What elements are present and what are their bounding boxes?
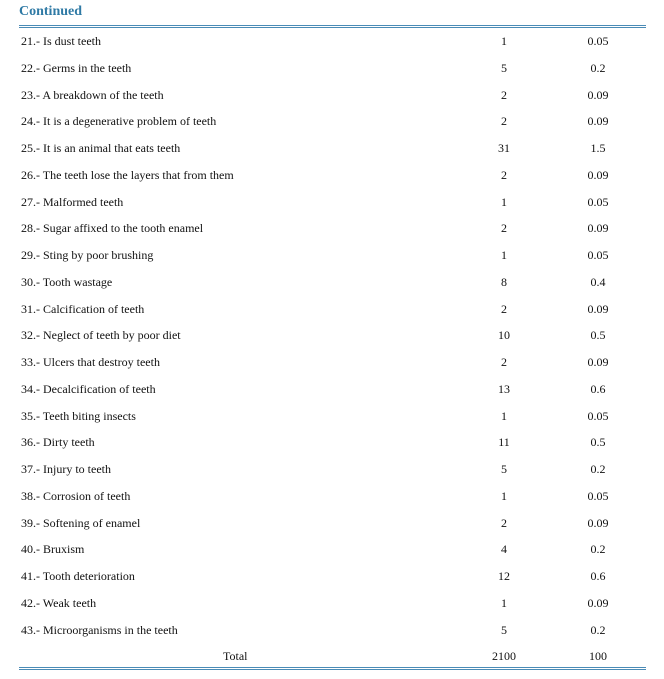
row-count: 2: [501, 515, 507, 530]
row-count: 2: [501, 355, 507, 369]
row-percent: 1.5: [590, 141, 606, 155]
table-row: [19, 54, 646, 81]
table-row: [19, 562, 646, 589]
row-percent: 0.05: [587, 408, 609, 423]
data-table: [19, 27, 646, 669]
table-row: [19, 428, 646, 455]
row-count: 1: [501, 34, 507, 48]
row-percent: 0.6: [590, 381, 606, 396]
row-count: 12: [498, 569, 510, 583]
table-row: [19, 482, 646, 509]
table-row: [19, 27, 646, 54]
row-label: 37.- Injury to teeth: [21, 462, 111, 476]
row-percent: 0.05: [587, 34, 609, 48]
row-percent: 0.4: [590, 274, 606, 289]
row-percent: 0.09: [587, 301, 609, 316]
row-percent: 0.09: [587, 114, 609, 129]
table-row: [19, 375, 646, 402]
table-row: [19, 535, 646, 562]
row-label: 23.- A breakdown of the teeth: [21, 87, 164, 102]
table-row: [19, 509, 646, 536]
row-label: 36.- Dirty teeth: [21, 435, 95, 450]
row-count: 10: [498, 328, 510, 343]
row-percent: 0.5: [590, 435, 606, 450]
table-row: [19, 161, 646, 188]
row-count: 2: [501, 87, 507, 102]
total-label: Total: [223, 649, 248, 664]
row-percent: 0.2: [590, 622, 606, 637]
row-label: 41.- Tooth deterioration: [21, 569, 135, 583]
row-percent: 0.6: [590, 569, 606, 583]
row-percent: 0.05: [587, 194, 609, 209]
row-count: 31: [498, 141, 510, 155]
row-label: 21.- Is dust teeth: [21, 34, 101, 48]
row-count: 1: [501, 408, 507, 423]
table-row: [19, 455, 646, 482]
row-percent: 0.09: [587, 595, 609, 610]
row-label: 39.- Softening of enamel: [21, 515, 141, 530]
row-label: 29.- Sting by poor brushing: [21, 248, 154, 262]
row-label: 26.- The teeth lose the layers that from them: [21, 167, 234, 182]
row-percent: 0.05: [587, 488, 609, 503]
row-count: 2: [501, 167, 507, 182]
row-label: 38.- Corrosion of teeth: [21, 488, 131, 503]
table-row: [19, 188, 646, 215]
row-label: 43.- Microorganisms in the teeth: [21, 622, 178, 637]
row-count: 2: [501, 114, 507, 129]
row-count: 4: [501, 542, 507, 557]
row-percent: 0.2: [590, 542, 606, 557]
total-count: 2100: [492, 649, 516, 664]
row-label: 31.- Calcification of teeth: [21, 301, 145, 316]
row-count: 1: [501, 595, 507, 610]
row-label: 24.- It is a degenerative problem of teeth: [21, 114, 217, 129]
table-row: [19, 241, 646, 268]
table-caption: Continued: [19, 4, 83, 19]
row-count: 2: [501, 221, 507, 236]
table-row: [19, 268, 646, 295]
table-row: [19, 295, 646, 322]
row-count: 11: [498, 435, 510, 450]
row-label: 30.- Tooth wastage: [21, 274, 113, 289]
table-row: [19, 321, 646, 348]
row-percent: 0.2: [590, 462, 606, 476]
row-label: 42.- Weak teeth: [21, 595, 97, 610]
row-count: 8: [501, 274, 507, 289]
row-count: 5: [501, 462, 507, 476]
row-percent: 0.09: [587, 167, 609, 182]
row-label: 27.- Malformed teeth: [21, 194, 124, 209]
row-count: 5: [501, 60, 507, 75]
table-row: [19, 107, 646, 134]
row-percent: 0.09: [587, 87, 609, 102]
table-row: [19, 402, 646, 429]
total-percent: 100: [589, 649, 607, 664]
row-count: 1: [501, 488, 507, 503]
row-count: 5: [501, 622, 507, 637]
row-count: 1: [501, 248, 507, 262]
table-row: [19, 81, 646, 108]
row-percent: 0.5: [590, 328, 606, 343]
row-percent: 0.2: [590, 60, 606, 75]
row-label: 28.- Sugar affixed to the tooth enamel: [21, 221, 204, 236]
row-label: 32.- Neglect of teeth by poor diet: [21, 328, 181, 343]
row-percent: 0.09: [587, 355, 609, 369]
row-label: 34.- Decalcification of teeth: [21, 381, 156, 396]
total-row: [19, 642, 646, 669]
row-label: 25.- It is an animal that eats teeth: [21, 141, 181, 155]
bottom-rule: [19, 667, 646, 670]
table-row: [19, 214, 646, 241]
row-count: 2: [501, 301, 507, 316]
table-row: [19, 348, 646, 375]
row-label: 35.- Teeth biting insects: [21, 408, 136, 423]
row-label: 22.- Germs in the teeth: [21, 60, 132, 75]
row-count: 13: [498, 381, 510, 396]
table-row: [19, 589, 646, 616]
table-row: [19, 134, 646, 161]
row-label: 40.- Bruxism: [21, 542, 85, 557]
row-count: 1: [501, 194, 507, 209]
table-row: [19, 616, 646, 643]
row-percent: 0.05: [587, 248, 609, 262]
row-percent: 0.09: [587, 515, 609, 530]
row-percent: 0.09: [587, 221, 609, 236]
row-label: 33.- Ulcers that destroy teeth: [21, 355, 160, 369]
